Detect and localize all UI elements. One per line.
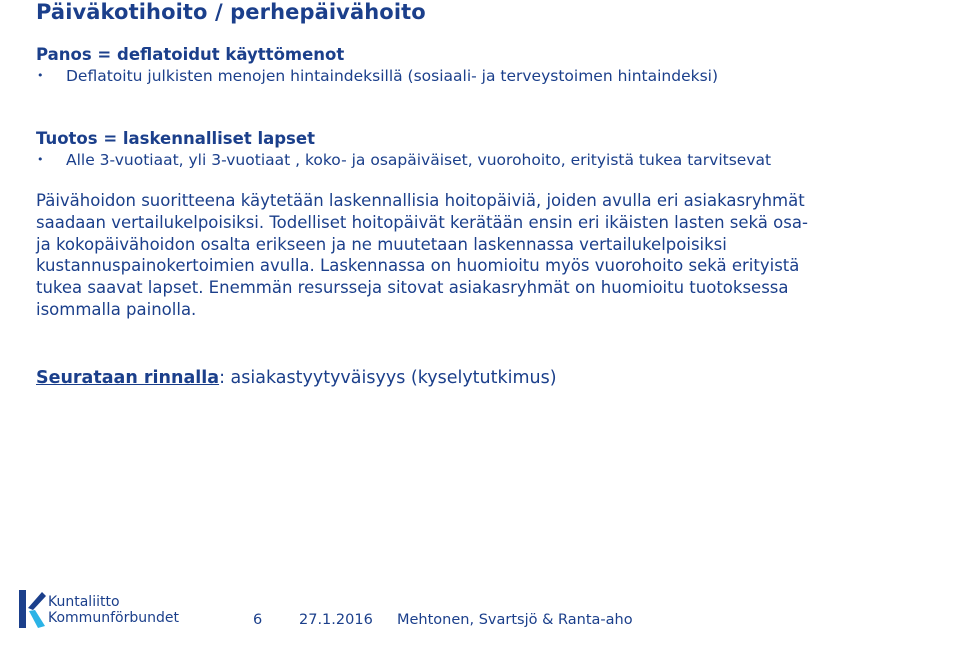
input-heading: Panos = deflatoidut käyttömenot (36, 45, 345, 64)
paragraph-line: Päivähoidon suoritteena käytetään laskennallisia hoitopäiviä, joiden avulla eri asiakasryhmät (36, 191, 805, 210)
footer-date: 27.1.2016 (299, 612, 373, 628)
logo-line-1: Kuntaliitto (48, 594, 120, 610)
input-bullet-text: Deflatoitu julkisten menojen hintaindeksillä (sosiaali- ja terveystoimen hintaindeksi) (66, 67, 719, 85)
input-bullet (36, 65, 718, 87)
input-section (36, 44, 718, 87)
paragraph-line: isommalla painolla. (36, 299, 197, 319)
page-title: Päiväkotihoito / perhepäivähoito (36, 0, 426, 24)
page-number: 6 (253, 612, 263, 628)
follow-label: Seurataan rinnalla (36, 368, 220, 388)
footer (0, 586, 960, 636)
kuntaliitto-logo-icon (16, 588, 46, 632)
follow-text: : asiakastyytyväisyys (kyselytutkimus) (219, 368, 557, 388)
description-paragraph (36, 190, 936, 321)
output-section (36, 128, 771, 171)
bullet-icon: • (37, 69, 44, 82)
output-bullet (36, 149, 771, 171)
paragraph-line: tukea saavat lapset. Enemmän resursseja sitovat asiakasryhmät on huomioitu tuotoksessa (36, 278, 789, 298)
output-bullet-text: Alle 3-vuotiaat, yli 3-vuotiaat , koko- ja osapäiväiset, vuorohoito, erityistä tukea tarvitsevat (66, 151, 772, 169)
paragraph-line: kustannuspainokertoimien avulla. Laskennassa on huomioitu myös vuorohoito sekä erityistä (36, 256, 800, 276)
footer-authors: Mehtonen, Svartsjö & Ranta-aho (397, 612, 633, 628)
bullet-icon: • (37, 153, 44, 166)
paragraph-line: ja kokopäivähoidon osalta erikseen ja ne muutetaan laskennassa vertailukelpoisiksi (36, 234, 727, 254)
follow-line (36, 368, 557, 388)
kuntaliitto-logo (16, 588, 186, 632)
output-heading: Tuotos = laskennalliset lapset (36, 129, 315, 148)
paragraph-line: saadaan vertailukelpoisiksi. Todelliset hoitopäivät kerätään ensin eri ikäisten lasten sekä osa- (36, 212, 808, 232)
logo-text (48, 594, 179, 626)
logo-line-2: Kommunförbundet (48, 610, 179, 626)
